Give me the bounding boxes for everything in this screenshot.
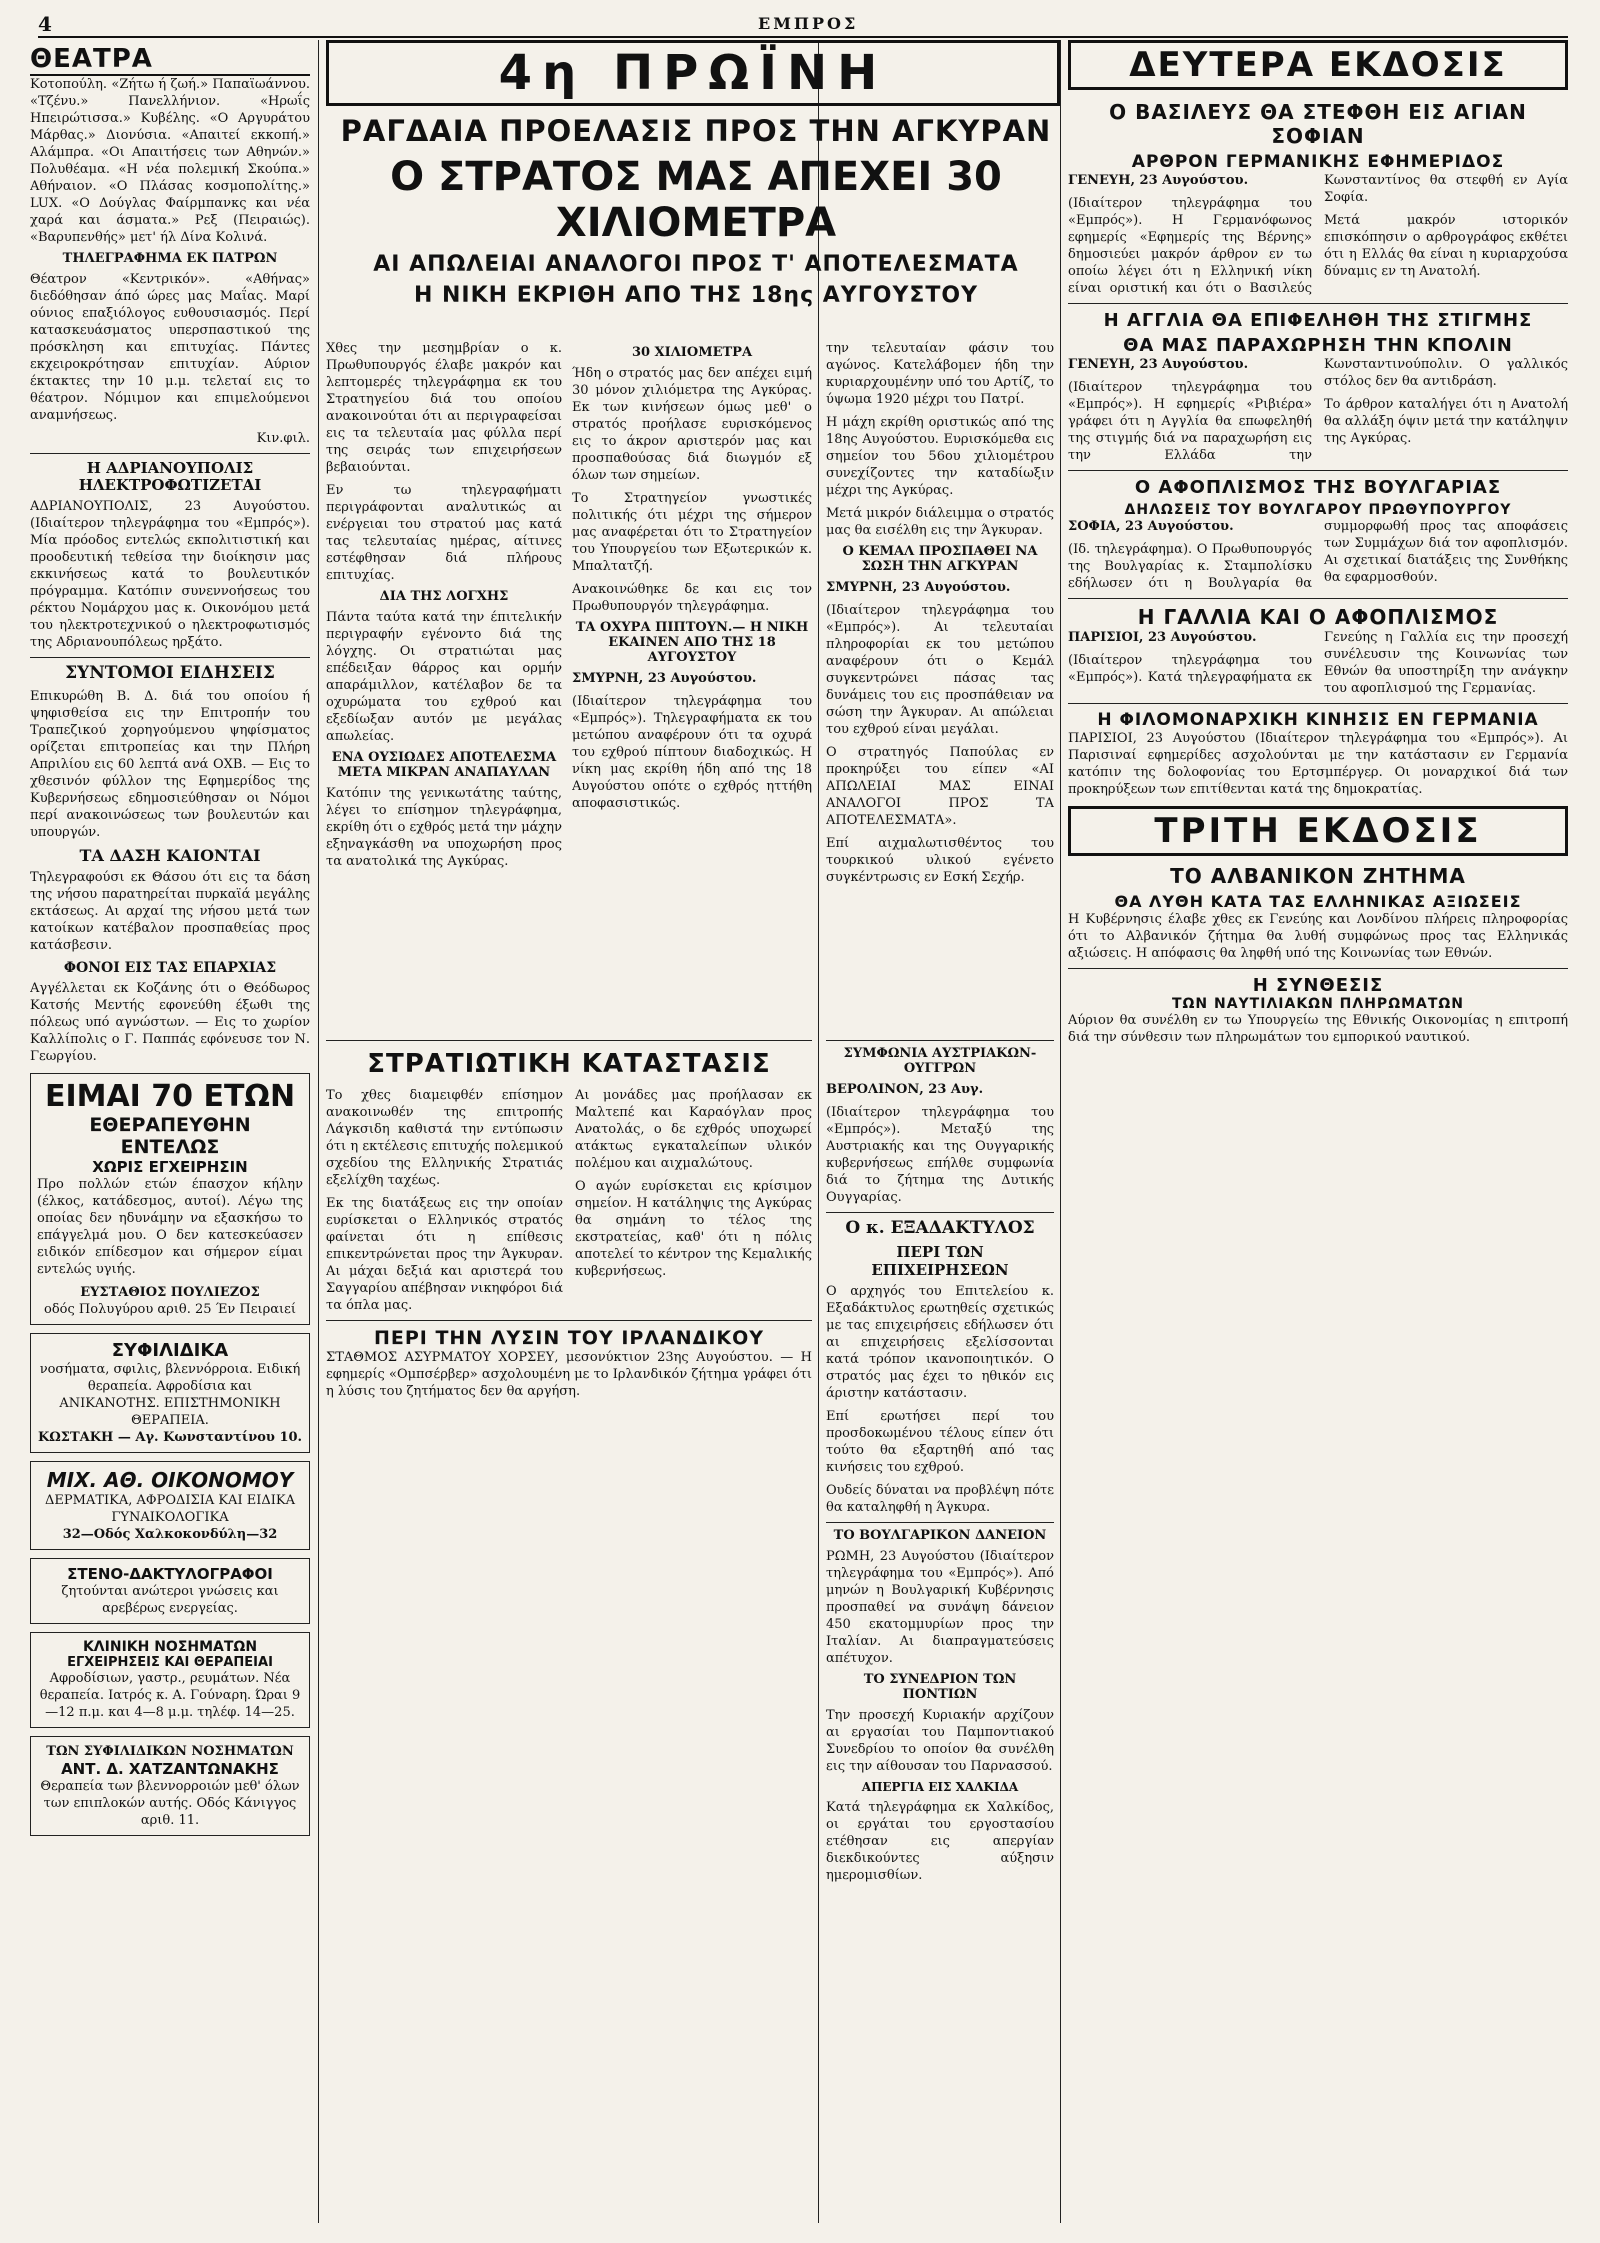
- ad-text: Προ πολλών ετών έπασχον κήλην (έλκος, κατάδεσμος, αυτοί). Λέγω της οποίας δεν ηδυνάμην να εξασκήσω το επάγγελμά μου. Ο δεν κατεσκεύασεν ειδικόν επίδεσμον και σήμερον είμαι εντελώς υγιής.: [37, 1177, 303, 1278]
- column-2a: [326, 340, 562, 1040]
- pontus-heading: ΤΟ ΣΥΝΕΔΡΙΟΝ ΤΩΝ ΠΟΝΤΙΩΝ: [863, 1671, 1017, 1702]
- france-heading: Η ΓΑΛΛΙΑ ΚΑΙ Ο ΑΦΟΠΛΙΣΜΟΣ: [1137, 605, 1499, 629]
- brief-news-text: Επικυρώθη Β. Δ. διά του οποίου ή ψηφισθείσα εις την Επιτροπήν του Τραπεζικού χορηγούμενου ψηφίσματος ορίζεται επιτροπείας και την Πλήρη Απριλίου εις 60 λεπτά ανά ΟΧΒ. — Εις το χθεσινόν φύλλον της Εφημερίδος της Κυβερνήσεως εδημοσιεύθησαν οι Νόμοι περί ανακοινώσεως των βουλευτών και υπουργών.: [30, 688, 310, 840]
- divider: [30, 453, 310, 454]
- story-continuation: Μετά μικρόν διάλειμμα ο στρατός μας θα εισέλθη εις την Άγκυραν.: [826, 506, 1054, 538]
- king-dateline: ΓΕΝΕΥΗ, 23 Αυγούστου.: [1068, 173, 1249, 188]
- edition-banner-2nd: ΔΕΥΤΕΡΑ ΕΚΔΟΣΙΣ: [1068, 40, 1568, 90]
- kemal-text: Ο στρατηγός Παπούλας εν προκηρύξει του είπεν «ΑΙ ΑΠΩΛΕΙΑΙ ΜΑΣ ΕΙΝΑΙ ΑΝΑΛΟΓΟΙ ΠΡΟΣ ΤΑ ΑΠΟΤΕΛΕΣΜΑΤΑ».: [826, 744, 1054, 828]
- ireland-heading: ΠΕΡΙ ΤΗΝ ΛΥΣΙΝ ΤΟΥ ΙΡΛΑΝΔΙΚΟΥ: [373, 1327, 765, 1349]
- theatre-heading: ΘΕΑΤΡΑ: [30, 44, 310, 76]
- bulgaria-text: (Ιδ. τηλεγράφημα). Ο Πρωθυπουργός της Βουλγαρίας κ. Σταμπολίσκυ εδήλωσεν ότι η Βουλγαρία θα συμμορφωθή προς τας αποφάσεις των Συμμάχων διά τον αφοπλισμόν. Αι σχετικαί διατάξεις της Συνθήκης θα εφαρμοσθούν.: [1068, 519, 1568, 591]
- king-text: (Ιδιαίτερον τηλεγράφημα του «Εμπρός»). Η Γερμανόφωνος εφημερίς «Εφημερίς της Βέρνης» δημοσιεύει μακρόν άρθρον εν τω οποίω λέγει ότι η Ελληνική νίκη είναι οριστική και ότι ο Βασιλεύς Κωνσταντίνος θα στεφθή εν Αγία Σοφία.: [1068, 173, 1568, 296]
- paper-name: ΕΜΠΡΟΣ: [758, 14, 859, 33]
- albania-text: Η Κυβέρνησις έλαβε χθες εκ Γενεύης και Λονδίνου πλήρεις πληροφορίας ότι το Αλβανικόν ζήτημα θα λυθή συμφώνως προς τας Ελληνικάς αξιώσεις. Η απόφασις θα ληφθή υπό της Κοινωνίας των Εθνών.: [1068, 912, 1568, 961]
- operations-text: Επί ερωτήσει περί του προσδοκωμένου τέλους είπεν ότι τούτο θα εξαρτηθή από τας κινήσεις του εχθρού.: [826, 1408, 1054, 1475]
- divider: [1068, 598, 1568, 599]
- ad-text: ζητούνται ανώτεροι γνώσεις και αρεβέρως ενεργείας.: [61, 1584, 279, 1617]
- column-4: [1068, 40, 1568, 2223]
- forts-text: (Ιδιαίτερον τηλεγράφημα του «Εμπρός»). Τηλεγραφήματα εκ του μετώπου αναφέρουν ότι τα οχυρά του εχθρού πίπτουν διαδοχικώς. Η νίκη μας εκρίθη ήδη από της 18 Αυγούστου οπότε ο εχθρός ηττήθη αποφασιστικώς.: [572, 693, 812, 811]
- ireland-text: ΣΤΑΘΜΟΣ ΑΣΥΡΜΑΤΟΥ ΧΟΡΣΕΥ, μεσονύκτιον 23ης Αυγούστου. — Η εφημερίς «Ομπσέρβερ» ασχολουμένη με το Ιρλανδικόν ζήτημα γράφει ότι η λύσις του ζητήματος δεν θα αργήση.: [326, 1350, 812, 1399]
- headline-advance: ΡΑΓΔΑΙΑ ΠΡΟΕΛΑΣΙΣ ΠΡΟΣ ΤΗΝ ΑΓΚΥΡΑΝ: [340, 114, 1052, 148]
- army-text: Το χθες διαμειφθέν επίσημον ανακοινωθέν της επιτροπής Λάγκσιδη καθιστά την εντύπωσιν ότι η εκτέλεσις επιτυχής πολεμικού σχεδίου της Ελληνικής Στρατιάς εξελίχθη ταχέως.: [326, 1088, 563, 1188]
- kemal-text: Επί αιχμαλωτισθέντος του τουρκικού υλικού εγένετο συγκέντρωσις εν Εσκή Σεχήρ.: [826, 835, 1054, 885]
- masthead-bar: [38, 14, 1568, 38]
- ad-headline: ΜΙΧ. ΑΘ. ΟΙΚΟΝΟΜΟΥ: [46, 1468, 294, 1493]
- patras-signature: Κιν.φιλ.: [256, 430, 310, 446]
- theatre-listing: Κοτοπούλη. «Ζήτω ή ζωή.» Παπαϊωάννου. «Τζένυ.» Πανελλήνιον. «Ηρωΐς Ηπειρώτισσα.» Κυβέλης. «Ο Αργυράτου Μάρθας.» Διονύσια. «Απαιτεί εκκοπή.» Αλάμπρα. «Οι Απαιτήσεις των Αθηνών.» Πολυθέαμα. «Η νέα πολεμική Σκούπα.» Αθήναιον. «Ο Πλάσας κοσμοπολίτης.» LUX. «Ο Δούγλας Φαίρμπανκς και νέα χαρά και άσματα.» Ρεξ (Πειραιώς). «Βαρυπενθής» μετ' ήλ Δίνα Κολινά.: [30, 77, 310, 245]
- divider: [1068, 470, 1568, 471]
- england-text: (Ιδιαίτερον τηλεγράφημα του «Εμπρός»). Η εφημερίς «Ριβιέρα» γράφει ότι η Αγγλία θα επωφεληθή της στιγμής διά να παραχωρήση εις την Ελλάδα την Κωνσταντινούπολιν. Ο γαλλικός στόλος δεν θα αντιδράση.: [1068, 357, 1568, 463]
- england-subheading: ΘΑ ΜΑΣ ΠΑΡΑΧΩΡΗΣΗ ΤΗΝ ΚΠΟΛΙΝ: [1123, 335, 1513, 356]
- forts-dateline: ΣΜΥΡΝΗ, 23 Αυγούστου.: [572, 670, 757, 686]
- austria-dateline: ΒΕΡΟΛΙΝΟΝ, 23 Αυγ.: [826, 1081, 984, 1097]
- army-text: Ο αγών ευρίσκεται εις κρίσιμον σημείον. Η κατάληψις της Αγκύρας θα σημάνη το τέλος της εκστρατείας, καθ' ότι η πόλις αποτελεί το κέντρον της Κεμαλικής κυβερνήσεως.: [575, 1179, 812, 1279]
- ad-text: Αφροδίσιων, γαστρ., ρευμάτων. Νέα θεραπεία. Ιατρός κ. Α. Γούναρη. Ώραι 9—12 π.μ. και 4—8 μ.μ. τηλέφ. 14—25.: [39, 1671, 301, 1721]
- lead-paragraph: Χθες την μεσημβρίαν ο κ. Πρωθυπουργός έλαβε μακρόν και λεπτομερές τηλεγράφημα εκ του Στρατηγείου διά του οποίου ανακοινούται ότι αι περιγραφείσαι εις τα τελευταία μας φύλλα περί της σειράς των επιχειρήσεων βεβαιούνται.: [326, 341, 562, 475]
- albania-subheading: ΘΑ ΛΥΘΗ ΚΑΤΑ ΤΑΣ ΕΛΛΗΝΙΚΑΣ ΑΞΙΩΣΕΙΣ: [1114, 892, 1522, 911]
- army-situation-body: [326, 1087, 812, 1314]
- divider: [826, 1212, 1054, 1213]
- advertisement-syphilis: [30, 1333, 310, 1453]
- kemal-text: (Ιδιαίτερον τηλεγράφημα του «Εμπρός»). Αι τελευταίαι πληροφορίαι εκ του μετώπου αναφέρουν ότι ο Κεμάλ συγκεντρώνει πάσας τας δυνάμεις του εις προσπάθειαν να σώση την Άγκυραν. Αι απώλειαι του εχθρού είναι μεγάλαι.: [826, 602, 1054, 737]
- divider: [1068, 303, 1568, 304]
- ad-headline: ΣΤΕΝΟ-ΔΑΚΤΥΛΟΓΡΑΦΟΙ: [67, 1565, 273, 1584]
- england-text: Το άρθρον καταλήγει ότι η Ανατολή θα αλλάξη όψιν μετά την κατάληψιν της Αγκύρας.: [1324, 397, 1568, 446]
- strike-text: Κατά τηλεγράφημα εκ Χαλκίδος, οι εργάται του εργοστασίου ετέθησαν εις απεργίαν διεκδικούντες αύξησιν ημερομισθίων.: [826, 1799, 1054, 1883]
- ad-text: νοσήματα, σφιλις, βλεννόρροια. Ειδική θεραπεία. Αφροδίσια και ΑΝΙΚΑΝΟΤΗΣ. ΕΠΙΣΤΗΜΟΝΙΚΗ ΘΕΡΑΠΕΙΑ.: [39, 1362, 301, 1429]
- ad-address: 32—Οδός Χαλκοκονδύλη—32: [62, 1527, 278, 1543]
- rest-heading: ΕΝΑ ΟΥΣΙΩΔΕΣ ΑΠΟΤΕΛΕΣΜΑ ΜΕΤΑ ΜΙΚΡΑΝ ΑΝΑΠΑΥΛΑΝ: [331, 749, 557, 780]
- ad-text: ΔΕΡΜΑΤΙΚΑ, ΑΦΡΟΔΙΣΙΑ ΚΑΙ ΕΙΔΙΚΑ ΓΥΝΑΙΚΟΛΟΓΙΚΑ: [45, 1493, 295, 1526]
- forests-heading: ΤΑ ΔΑΣΗ ΚΑΙΟΝΤΑΙ: [79, 845, 261, 865]
- headline-victory: Η ΝΙΚΗ ΕΚΡΙΘΗ ΑΠΟ ΤΗΣ 18ης ΑΥΓΟΥΣΤΟΥ: [413, 283, 979, 308]
- logis-heading: ΔΙΑ ΤΗΣ ΛΟΓΧΗΣ: [379, 589, 509, 604]
- france-dateline: ΠΑΡΙΣΙΟΙ, 23 Αυγούστου.: [1068, 630, 1257, 645]
- divider: [30, 657, 310, 658]
- headline-losses: ΑΙ ΑΠΩΛΕΙΑΙ ΑΝΑΛΟΓΟΙ ΠΡΟΣ Τ' ΑΠΟΤΕΛΕΣΜΑΤΑ: [373, 252, 1019, 277]
- kemal-heading: Ο ΚΕΜΑΛ ΠΡΟΣΠΑΘΕΙ ΝΑ ΣΩΣΗ ΤΗΝ ΑΓΚΥΡΑΝ: [842, 544, 1038, 574]
- murders-heading: ΦΟΝΟΙ ΕΙΣ ΤΑΣ ΕΠΑΡΧΙΑΣ: [63, 960, 277, 977]
- advertisement-chatzantonakis: [30, 1736, 310, 1836]
- bulgaria-subheading: ΔΗΛΩΣΕΙΣ ΤΟΥ ΒΟΥΛΓΑΡΟΥ ΠΡΩΘΥΠΟΥΡΓΟΥ: [1124, 502, 1512, 518]
- distance-note: 30 ΧΙΛΙΟΜΕΤΡΑ: [631, 345, 753, 360]
- murders-text: Αγγέλλεται εκ Κοζάνης ότι ο Θεόδωρος Κατσής Μεντής εφονεύθη έξωθι της πόλεως υπό αγνώστων. — Εις το χωρίον Καλλίπολις ο Γ. Παππάς εφόνευσε τον Ν. Γεωργίου.: [30, 981, 310, 1065]
- ad-text: Θεραπεία των βλεννορροιών μεθ' όλων των επιπλοκών αυτής. Οδός Κάνιγγος αριθ. 11.: [40, 1779, 300, 1829]
- operations-text: Ουδείς δύναται να προβλέψη πότε θα καταληφθή η Άγκυρα.: [826, 1482, 1054, 1515]
- monarchy-heading: Η ΦΙΛΟΜΟΝΑΡΧΙΚΗ ΚΙΝΗΣΙΣ ΕΝ ΓΕΡΜΑΝΙΑ: [1097, 710, 1539, 730]
- operations-text: Ο αρχηγός του Επιτελείου κ. Εξαδάκτυλος ερωτηθείς σχετικώς με τας επιχειρήσεις εδήλωσεν ότι αι επιχειρήσεις εξελίσσονται κατά τρόπον ικανοποιητικόν. Ο στρατός μας έχει το ηθικόν εις άριστην κατάστασιν.: [826, 1283, 1054, 1401]
- france-body: [1068, 629, 1568, 697]
- brief-news-heading: ΣΥΝΤΟΜΟΙ ΕΙΔΗΣΕΙΣ: [65, 663, 275, 684]
- kemal-dateline: ΣΜΥΡΝΗ, 23 Αυγούστου.: [826, 579, 1011, 595]
- ad-subheadline: ΧΩΡΙΣ ΕΓΧΕΙΡΗΣΙΝ: [92, 1158, 248, 1177]
- king-text: Μετά μακρόν ιστορικόν επισκόπησιν ο αρθρογράφος εκθέτει ότι η Ελλάς θα είναι η κυριαρχούσα δύναμις εν τη Ανατολή.: [1324, 213, 1568, 279]
- advertisement-clinic: [30, 1632, 310, 1728]
- story-continuation: Η μάχη εκρίθη οριστικώς από της 18ης Αυγούστου. Ευρισκόμεθα εις σημείον του 56ου χιλιομέτρου συνεχίζοντες την καταδίωξιν μέχρι της Αγκύρας.: [826, 415, 1054, 498]
- army-text: Εκ της διατάξεως εις την οποίαν ευρίσκεται ο Ελληνικός στρατός φαίνεται ότι η επίθεσις επικεντρώνεται προς την Άγκυραν. Αι μάχαι δεξιά και αριστερά του Σαγγαρίου απέβησαν νικηφόροι διά τα όπλα μας.: [326, 1196, 563, 1313]
- column-rule: [318, 40, 319, 2223]
- austria-text: (Ιδιαίτερον τηλεγράφημα του «Εμπρός»). Μεταξύ της Αυστριακής και της Ουγγαρικής κυβερνήσεως επήλθε συμφωνία διά το ζήτημα της Δυτικής Ουγγαρίας.: [826, 1104, 1054, 1205]
- advertisement-oikonomou: [30, 1461, 310, 1550]
- edition-banner-4th: 4η ΠΡΩΪΝΗ: [326, 40, 1060, 106]
- advertisement-typists: [30, 1558, 310, 1624]
- loan-heading: ΤΟ ΒΟΥΛΓΑΡΙΚΟΝ ΔΑΝΕΙΟΝ: [833, 1527, 1047, 1543]
- patras-heading: ΤΗΛΕΓΡΑΦΗΜΑ ΕΚ ΠΑΤΡΩΝ: [62, 251, 278, 266]
- distance-text: Ήδη ο στρατός μας δεν απέχει ειμή 30 μόνον χιλιόμετρα της Αγκύρας. Εκ των κινήσεων όμως μεθ' ο στρατός προήλασε ευρισκόμενος εις το άκρον αριστερόν μας και προσπαθούσας διά διωγμόν εξ όλων των σημείων.: [572, 365, 812, 483]
- distance-text: Ανακοινώθηκε δε και εις τον Πρωθυπουργόν τηλεγράφημα.: [572, 581, 812, 614]
- france-text: (Ιδιαίτερον τηλεγράφημα του «Εμπρός»). Κατά τηλεγραφήματα εκ Γενεύης η Γαλλία εις την προσεχή συνέλευσιν της Κοινωνίας των Εθνών θα υποστηρίξη την ανάγκην του αφοπλισμού της Γερμανίας.: [1068, 630, 1568, 696]
- patras-text: Θέατρον «Κεντρικόν». «Αθήνας» διεδόθησαν άπό ώρες μας Μαΐας. Μαρί ούνιος επαξιόλογος ευθουσιασμός. Περί κατασκευάσματος υπερσπαστικού της πρόσκληση και επιτυχίας. Πάντες εκχειροκρότησαν επιτυχίαν. Αύριον έκτακτες την 10 μ.μ. τελεταί εις το θέατρον. Νόμιμον και επιμελούμενοι αναμνήσεως.: [30, 271, 310, 423]
- divider: [326, 1320, 812, 1321]
- england-dateline: ΓΕΝΕΥΗ, 23 Αυγούστου.: [1068, 357, 1249, 372]
- england-body: [1068, 356, 1568, 464]
- advertisement-hernia: [30, 1073, 310, 1325]
- column-3-lower: [826, 1040, 1054, 2223]
- king-heading: Ο ΒΑΣΙΛΕΥΣ ΘΑ ΣΤΕΦΘΗ ΕΙΣ ΑΓΙΑΝ ΣΟΦΙΑΝ: [1109, 100, 1527, 148]
- ad-signature: ΕΥΣΤΑΘΙΟΣ ΠΟΥΛΙΕΖΟΣ: [80, 1285, 260, 1301]
- column-3a: [826, 340, 1054, 1040]
- forts-heading: ΤΑ ΟΧΥΡΑ ΠΙΠΤΟΥΝ.— Η ΝΙΚΗ ΕΚΑΙΝΕΝ ΑΠΟ ΤΗΣ 18 ΑΥΓΟΥΣΤΟΥ: [575, 619, 809, 665]
- ad-address: οδός Πολυγύρου αριθ. 25 Έν Πειραιεί: [44, 1302, 296, 1318]
- divider: [826, 1522, 1054, 1523]
- lead-paragraph: Εν τω τηλεγραφήματι περιγράφονται αναλυτικώς αι ενέργειαι του στρατού μας κατά τας τελευταίας ημέρας, αίτινες εστέφθησαν διά πλήρους επιτυχίας.: [326, 483, 562, 583]
- ad-headline: ΣΥΦΙΛΙΔΙΚΑ: [111, 1340, 229, 1362]
- ad-subheadline: ΕΘΕΡΑΠΕΥΘΗΝ ΕΝΤΕΛΩΣ: [89, 1114, 251, 1159]
- logis-text: Πάντα ταύτα κατά την έπιτελικήν περιγραφήν εγένοντο διά της λόγχης. Οι στρατιώται μας επέδειξαν θάρρος και ορμήν απαράμιλλον, κατέλαβον δε τα οχυρώματα του εχθρού και εξεδίωξαν αυτόν με μεγάλας απωλείας.: [326, 609, 562, 744]
- ad-subheadline: ΤΩΝ ΣΥΦΙΛΙΔΙΚΩΝ ΝΟΣΗΜΑΤΩΝ: [46, 1744, 294, 1760]
- distance-text: Το Στρατηγείον γνωστικές πολιτικής ότι μέχρι της σήμερον μας αναφέρεται ότι το Στρατηγείον του Υπουργείου των Εξωτερικών κ. Μπαλτατζή.: [572, 490, 812, 574]
- headline-30km: Ο ΣΤΡΑΤΟΣ ΜΑΣ ΑΠΕΧΕΙ 30 ΧΙΛΙΟΜΕΤΡΑ: [390, 154, 1002, 246]
- bulgaria-body: [1068, 518, 1568, 592]
- king-subheading: ΑΡΘΡΟΝ ΓΕΡΜΑΝΙΚΗΣ ΕΦΗΜΕΡΙΔΟΣ: [1131, 152, 1505, 172]
- pontus-text: Την προσεχή Κυριακήν αρχίζουν αι εργασίαι του Παμποντιακού Συνεδρίου το οποίον θα συνέλθη εις την αίθουσαν του Παρνασσού.: [826, 1707, 1054, 1774]
- bulgaria-dateline: ΣΟΦΙΑ, 23 Αυγούστου.: [1068, 519, 1234, 534]
- albania-heading: ΤΟ ΑΛΒΑΝΙΚΟΝ ΖΗΤΗΜΑ: [1170, 864, 1466, 888]
- front-story-header: [326, 40, 1066, 380]
- divider: [1068, 703, 1568, 704]
- army-text: Αι μονάδες μας προήλασαν εκ Μαλτεπέ και Καραόγλαν προς Ανατολάς, ο δε εχθρός υποχωρεί ατάκτως εγκαταλείπων υλικόν πολέμου και αιχμαλώτους.: [575, 1088, 812, 1171]
- navy-subheading: ΤΩΝ ΝΑΥΤΙΛΙΑΚΩΝ ΠΛΗΡΩΜΑΤΩΝ: [1171, 996, 1465, 1012]
- story-continuation: την τελευταίαν φάσιν του αγώνος. Κατελάβομεν ήδη την κυριαρχουμένην υπό του Αρτίζ, το ύψωμα 1920 μέχρι του Πατρί.: [826, 341, 1054, 407]
- ad-doctor: ΚΩΣΤΑΚΗ — Αγ. Κωνσταντίνου 10.: [37, 1430, 303, 1446]
- austria-heading: ΣΥΜΦΩΝΙΑ ΑΥΣΤΡΙΑΚΩΝ-ΟΥΓΓΡΩΝ: [843, 1046, 1037, 1076]
- loan-text: ΡΩΜΗ, 23 Αυγούστου (Ιδιαίτερον τηλεγράφημα του «Εμπρός»). Από μηνών η Βουλγαρική Κυβέρνησις προσπαθεί να συνάψη δάνειον 450 εκατομμυρίων προς την Ιταλίαν. Αι διαπραγματεύσεις απέτυχον.: [826, 1548, 1054, 1666]
- adrianople-text: ΑΔΡΙΑΝΟΥΠΟΛΙΣ, 23 Αυγούστου. (Ιδιαίτερον τηλεγράφημα του «Εμπρός»). Μία πρόοδος εντελώς εκπολιτιστική και προοδευτική τεθείσα την διοίκησιν μας εκκινήσεως κατά το βουλευτικόν πρόγραμμα. Κατόπιν συνεννοήσεως του ρέκτου Νομάρχου μας κ. Οικονόμου μετά του ηλεκτροτεχνικού ο ηλεκτροφωτισμός της Αδριανουπόλεως ηρξάτο.: [30, 499, 310, 651]
- forests-text: Τηλεγραφούσι εκ Θάσου ότι εις τα δάση της νήσου παρατηρείται πυρκαϊά μεγάλης εκτάσεως. Αι αρχαί της νήσου μετά των κατοίκων κατέβαλον προσπαθείας προς κατάσβεσιν.: [30, 870, 310, 954]
- king-body: [1068, 172, 1568, 297]
- page-number: 4: [38, 12, 52, 36]
- bulgaria-heading: Ο ΑΦΟΠΛΙΣΜΟΣ ΤΗΣ ΒΟΥΛΓΑΡΙΑΣ: [1134, 477, 1502, 498]
- army-situation-heading: ΣΤΡΑΤΙΩΤΙΚΗ ΚΑΤΑΣΤΑΣΙΣ: [367, 1049, 771, 1079]
- operations-subheading: ΠΕΡΙ ΤΩΝ ΕΠΙΧΕΙΡΗΣΕΩΝ: [871, 1243, 1009, 1279]
- strike-heading: ΑΠΕΡΓΙΑ ΕΙΣ ΧΑΛΚΙΔΑ: [861, 1779, 1019, 1794]
- ad-subheadline: ΕΓΧΕΙΡΗΣΕΙΣ ΚΑΙ ΘΕΡΑΠΕΙΑΙ: [67, 1655, 273, 1671]
- edition-banner-3rd: ΤΡΙΤΗ ΕΚΔΟΣΙΣ: [1068, 806, 1568, 856]
- column-2-lower: [326, 1040, 812, 2223]
- divider: [1068, 968, 1568, 969]
- england-heading: Η ΑΓΓΛΙΑ ΘΑ ΕΠΙΦΕΛΗΘΗ ΤΗΣ ΣΤΙΓΜΗΣ: [1103, 310, 1533, 331]
- ad-headline: ΕΙΜΑΙ 70 ΕΤΩΝ: [44, 1079, 296, 1115]
- column-1: [30, 40, 310, 2223]
- rest-text: Κατόπιν της γενικωτάτης ταύτης, λέγει το επίσημον τηλεγράφημα, εκρίθη ότι ο εχθρός μετά την μάχην εξηναγκάσθη να υποχωρήση προς τα ανατολικά της Αγκύρας.: [326, 785, 562, 869]
- column-2b: [572, 340, 812, 1040]
- ad-headline: ΚΛΙΝΙΚΗ ΝΟΣΗΜΑΤΩΝ: [82, 1639, 258, 1656]
- ad-headline: ΑΝΤ. Δ. ΧΑΤΖΑΝΤΩΝΑΚΗΣ: [61, 1760, 279, 1779]
- operations-heading: Ο κ. ΕΞΑΔΑΚΤΥΛΟΣ: [845, 1217, 1035, 1238]
- adrianople-heading: Η ΑΔΡΙΑΝΟΥΠΟΛΙΣ ΗΛΕΚΤΡΟΦΩΤΙΖΕΤΑΙ: [78, 458, 262, 495]
- navy-text: Αύριον θα συνέλθη εν τω Υπουργείω της Εθνικής Οικονομίας η επιτροπή διά την σύνθεσιν των πληρωμάτων του εμπορικού ναυτικού.: [1068, 1013, 1568, 1045]
- navy-heading: Η ΣΥΝΘΕΣΙΣ: [1252, 975, 1384, 996]
- monarchy-text: ΠΑΡΙΣΙΟΙ, 23 Αυγούστου (Ιδιαίτερον τηλεγράφημα του «Εμπρός»). Αι Παρισιναί εφημερίδες ασχολούνται με την κατάστασιν εν Γερμανία κατόπιν της δολοφονίας του Ερτσμπέργερ. Οι μοναρχικοί διά των προκηρύξεων των επιτίθενται κατά της δημοκρατίας.: [1068, 731, 1568, 797]
